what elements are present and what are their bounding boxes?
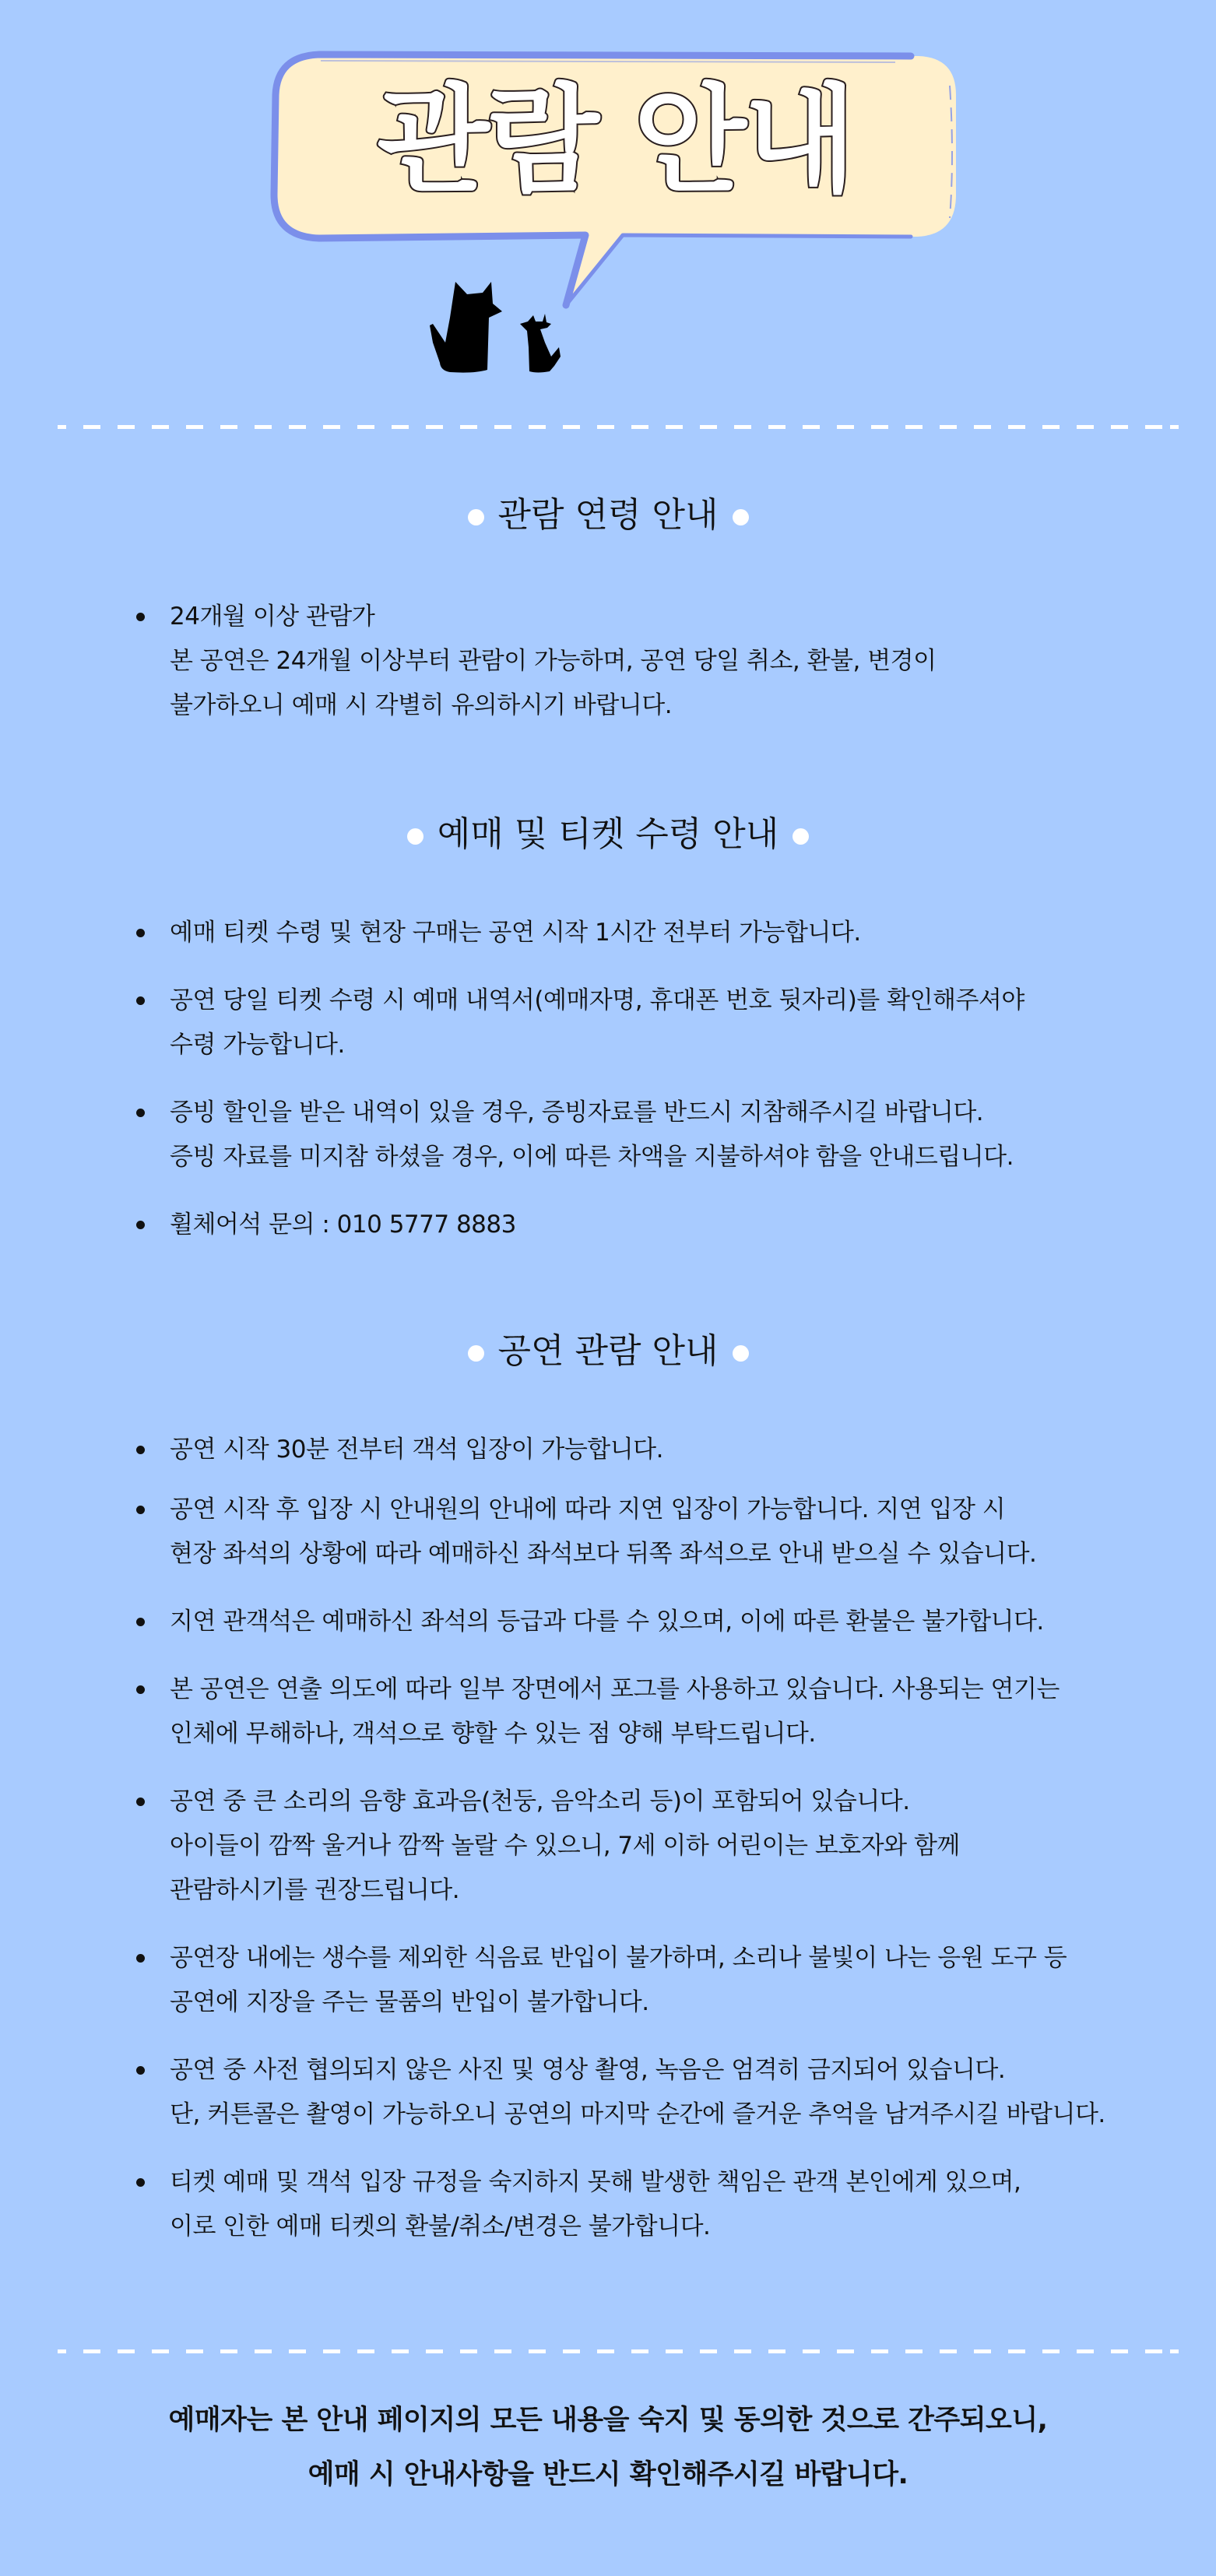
page-title: 관람 안내 xyxy=(377,73,853,209)
list-item-text: 본 공연은 24개월 이상부터 관람이 가능하며, 공연 당일 취소, 환불, 변경이 xyxy=(170,647,937,675)
list-item-text: 24개월 이상 관람가 xyxy=(170,603,375,631)
list-item-text: 공연 당일 티켓 수령 시 예매 내역서(예매자명, 휴대폰 번호 뒷자리)를 확인해주셔야 xyxy=(170,986,1024,1014)
section-title: 관람 연령 안내 xyxy=(497,495,719,535)
list-item-text: 관람하시기를 권장드립니다. xyxy=(170,1876,460,1904)
bullet-icon xyxy=(136,1954,145,1963)
circle-dot-icon xyxy=(468,509,484,525)
section-title: 공연 관람 안내 xyxy=(497,1331,719,1371)
list-item-text: 공연 시작 후 입장 시 안내원의 안내에 따라 지연 입장이 가능합니다. 지연 입장 시 xyxy=(170,1495,1006,1523)
list-item-text: 티켓 예매 및 객석 입장 규정을 숙지하지 못해 발생한 책임은 관객 본인에게 있으며, xyxy=(170,2168,1021,2196)
list-item xyxy=(125,979,1137,1067)
agreement-notice xyxy=(0,2393,1216,2502)
list-item-text: 증빙 자료를 미지참 하셨을 경우, 이에 따른 차액을 지불하셔야 함을 안내드립니다. xyxy=(170,1143,1014,1171)
wheelchair-contact-text: 휠체어석 문의 : 010 5777 8883 xyxy=(170,1211,516,1239)
dashed-divider xyxy=(58,425,1179,429)
list-item-text: 인체에 무해하나, 객석으로 향할 수 있는 점 양해 부탁드립니다. xyxy=(170,1720,816,1748)
section-heading-viewing xyxy=(0,1331,1216,1371)
bullet-icon xyxy=(136,929,145,937)
list-item-text: 현장 좌석의 상황에 따라 예매하신 좌석보다 뒤쪽 좌석으로 안내 받으실 수 있습니다. xyxy=(170,1540,1037,1568)
section-heading-age xyxy=(0,495,1216,535)
list-item xyxy=(125,1780,1137,1913)
list-item xyxy=(125,1936,1137,2025)
dashed-divider xyxy=(58,2349,1179,2353)
circle-dot-icon xyxy=(793,828,809,845)
list-item-text: 공연 중 사전 협의되지 않은 사진 및 영상 촬영, 녹음은 엄격히 금지되어 있습니다. xyxy=(170,2056,1006,2084)
list-item xyxy=(125,1668,1137,1756)
list-item-text: 단, 커튼콜은 촬영이 가능하오니 공연의 마지막 순간에 즐거운 추억을 남겨주시길 바랍니다. xyxy=(170,2100,1105,2128)
hero-banner xyxy=(0,0,1216,389)
list-item-text: 공연장 내에는 생수를 제외한 식음료 반입이 불가하며, 소리나 불빛이 나는 응원 도구 등 xyxy=(170,1944,1067,1972)
bullet-icon xyxy=(136,1446,145,1454)
list-item xyxy=(125,1203,1137,1247)
circle-dot-icon xyxy=(733,509,749,525)
list-item xyxy=(125,1488,1137,1576)
list-item-text: 불가하오니 예매 시 각별히 유의하시기 바랍니다. xyxy=(170,691,673,719)
list-item xyxy=(125,911,1137,955)
list-item-text: 공연 시작 30분 전부터 객석 입장이 가능합니다. xyxy=(170,1436,663,1464)
circle-dot-icon xyxy=(733,1345,749,1362)
list-item-text: 지연 관객석은 예매하신 좌석의 등급과 다를 수 있으며, 이에 따른 환불은 불가합니다. xyxy=(170,1608,1044,1636)
list-item-text: 본 공연은 연출 의도에 따라 일부 장면에서 포그를 사용하고 있습니다. 사용되는 연기는 xyxy=(170,1675,1060,1703)
section-heading-ticket xyxy=(0,814,1216,854)
bullet-icon xyxy=(136,996,145,1005)
circle-dot-icon xyxy=(407,828,423,845)
agreement-notice-line: 예매 시 안내사항을 반드시 확인해주시길 바랍니다. xyxy=(308,2459,908,2490)
list-item-text: 증빙 할인을 받은 내역이 있을 경우, 증빙자료를 반드시 지참해주시길 바랍니다. xyxy=(170,1098,984,1126)
list-item-text: 공연 중 큰 소리의 음향 효과음(천둥, 음악소리 등)이 포함되어 있습니다. xyxy=(170,1787,910,1815)
list-item xyxy=(125,1091,1137,1179)
bullet-icon xyxy=(136,1506,145,1514)
list-item-text: 이로 인한 예매 티켓의 환불/취소/변경은 불가합니다. xyxy=(170,2212,711,2240)
bullet-icon xyxy=(136,1221,145,1229)
list-item-text: 수령 가능합니다. xyxy=(170,1031,345,1059)
bullet-icon xyxy=(136,1798,145,1806)
bullet-icon xyxy=(136,613,145,621)
list-item xyxy=(125,595,1137,728)
list-item xyxy=(125,2160,1137,2249)
bullet-icon xyxy=(136,1109,145,1117)
bullet-icon xyxy=(136,1685,145,1694)
viewing-info-list xyxy=(125,1428,1137,2249)
list-item-text: 예매 티켓 수령 및 현장 구매는 공연 시작 1시간 전부터 가능합니다. xyxy=(170,919,861,947)
bullet-icon xyxy=(136,1618,145,1626)
age-info-list xyxy=(125,595,1137,728)
section-title: 예매 및 티켓 수령 안내 xyxy=(437,814,779,854)
calf-silhouette-icon xyxy=(520,314,561,373)
fox-silhouette-icon xyxy=(430,282,502,373)
ticket-info-list xyxy=(125,911,1137,1247)
list-item-text: 공연에 지장을 주는 물품의 반입이 불가합니다. xyxy=(170,1988,649,2016)
agreement-notice-line: 예매자는 본 안내 페이지의 모든 내용을 숙지 및 동의한 것으로 간주되오니, xyxy=(168,2405,1048,2436)
bullet-icon xyxy=(136,2066,145,2075)
list-item-text: 아이들이 깜짝 울거나 깜짝 놀랄 수 있으니, 7세 이하 어린이는 보호자와 함께 xyxy=(170,1832,960,1860)
bullet-icon xyxy=(136,2178,145,2187)
list-item xyxy=(125,2048,1137,2137)
list-item xyxy=(125,1428,1137,1472)
list-item xyxy=(125,1600,1137,1644)
circle-dot-icon xyxy=(468,1345,484,1362)
